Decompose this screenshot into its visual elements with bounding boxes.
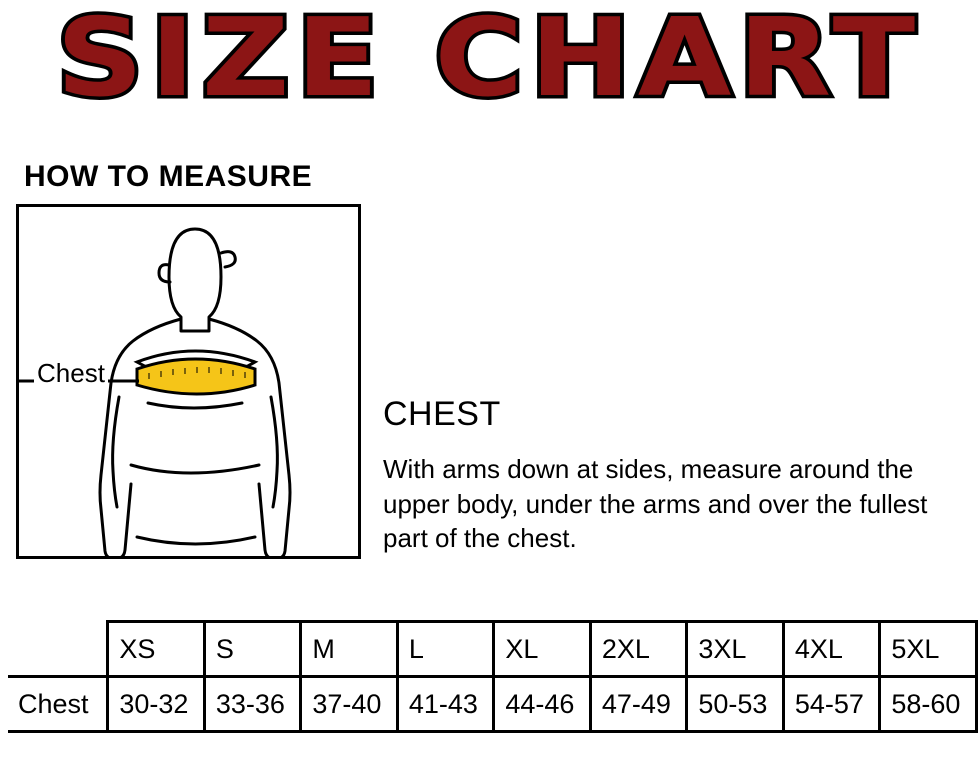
table-cell-chest-2xl: 47-49 [590, 677, 687, 732]
table-header-xs: XS [108, 622, 205, 677]
chest-figure-label: Chest [34, 358, 108, 389]
table-header-l: L [397, 622, 494, 677]
table-cell-chest-xl: 44-46 [494, 677, 591, 732]
table-cell-chest-s: 33-36 [204, 677, 301, 732]
table-header-xl: XL [494, 622, 591, 677]
table-header-5xl: 5XL [880, 622, 977, 677]
table-header-row [8, 622, 977, 677]
table-header-s: S [204, 622, 301, 677]
instruction-body: With arms down at sides, measure around the upper body, under the arms and over the fullest part of the chest. [383, 454, 928, 554]
table-header-4xl: 4XL [783, 622, 880, 677]
tape-measure-icon [137, 351, 255, 394]
table-cell-chest-xs: 30-32 [108, 677, 205, 732]
table-cell-chest-m: 37-40 [301, 677, 398, 732]
table-cell-chest-3xl: 50-53 [687, 677, 784, 732]
table-header-3xl: 3XL [687, 622, 784, 677]
table-row-label-chest: Chest [8, 677, 108, 732]
page-title: SIZE CHART [56, 0, 922, 121]
table-cell-chest-l: 41-43 [397, 677, 494, 732]
table-row [8, 677, 977, 732]
table-header-m: M [301, 622, 398, 677]
table-header-2xl: 2XL [590, 622, 687, 677]
size-table [8, 620, 978, 733]
table-cell-chest-5xl: 58-60 [880, 677, 977, 732]
table-corner-cell [8, 622, 108, 677]
instruction-heading: CHEST [383, 395, 501, 433]
how-to-measure-heading: HOW TO MEASURE [24, 160, 313, 193]
table-cell-chest-4xl: 54-57 [783, 677, 880, 732]
